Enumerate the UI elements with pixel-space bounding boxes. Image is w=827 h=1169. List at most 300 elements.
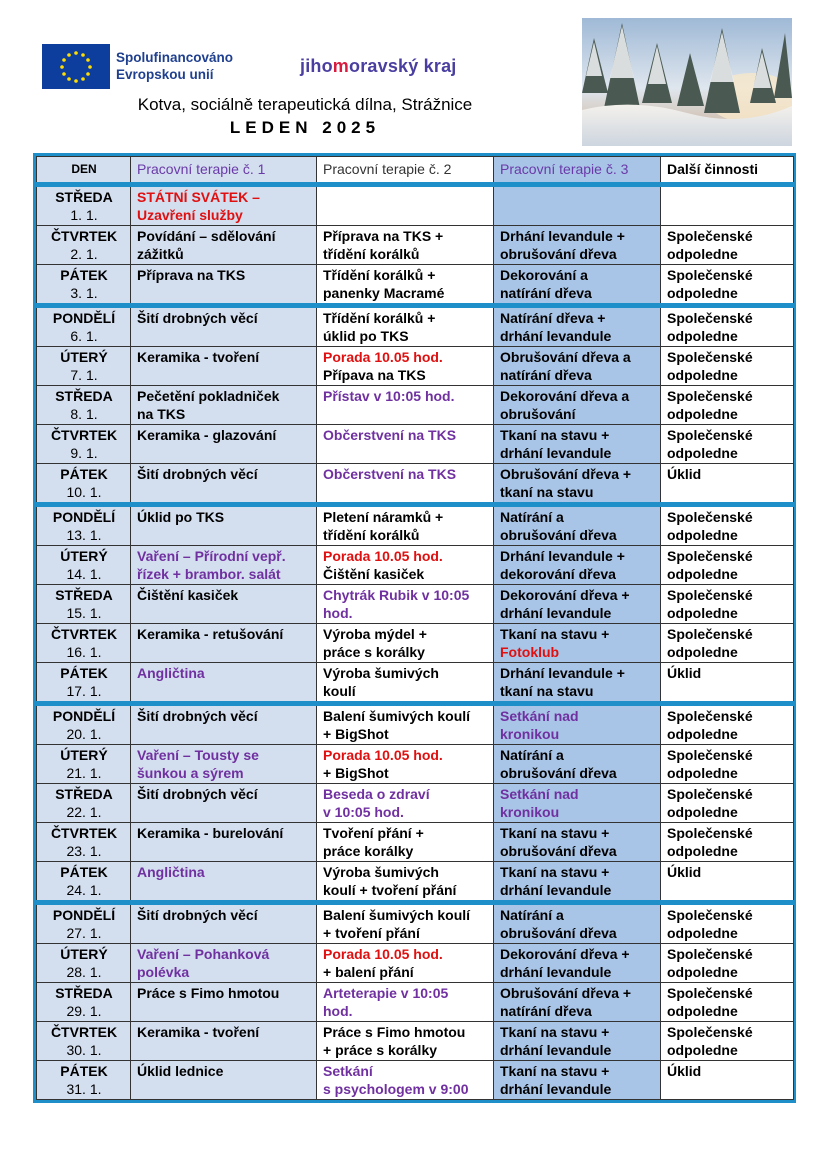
- cell-line: odpoledne: [667, 246, 738, 262]
- therapy-3-cell: [494, 1022, 661, 1061]
- cell-line: + tvoření přání: [323, 925, 420, 941]
- therapy-3-cell: [494, 624, 661, 663]
- other-activities-cell: [661, 862, 794, 903]
- day-cell: [37, 1022, 131, 1061]
- cell-line: Balení šumivých koulí: [323, 907, 471, 923]
- therapy-2-cell: [317, 663, 494, 704]
- cell-line: Dekorování a: [500, 267, 588, 283]
- day-cell: [37, 903, 131, 944]
- cell-line: Keramika - tvoření: [137, 1024, 260, 1040]
- day-date: 29. 1.: [66, 1003, 102, 1019]
- cell-line: koulí + tvoření přání: [323, 882, 457, 898]
- therapy-1-cell: [131, 585, 317, 624]
- cell-line: odpoledne: [667, 566, 738, 582]
- cell-line: Drhání levandule +: [500, 548, 625, 564]
- other-activities-cell: [661, 265, 794, 306]
- other-activities-cell: [661, 306, 794, 347]
- cell-line: koulí: [323, 683, 356, 699]
- day-date: 9. 1.: [70, 445, 98, 461]
- other-activities-cell: [661, 983, 794, 1022]
- column-header-therapy-3: Pracovní terapie č. 3: [494, 157, 661, 185]
- cell-line: Společenské: [667, 388, 753, 404]
- therapy-1-cell: [131, 784, 317, 823]
- cell-line: drhání levandule: [500, 328, 612, 344]
- other-activities-cell: [661, 546, 794, 585]
- therapy-1-cell: [131, 306, 317, 347]
- day-date: 27. 1.: [66, 925, 102, 941]
- cell-line: Čištění kasiček: [323, 566, 425, 582]
- day-name: ČTVRTEK: [50, 228, 118, 244]
- cell-line: Třídění korálků +: [323, 310, 436, 326]
- cell-line: Tkaní na stavu +: [500, 864, 610, 880]
- therapy-1-cell: [131, 704, 317, 745]
- therapy-1-cell: [131, 624, 317, 663]
- cell-line: Příprava na TKS: [137, 267, 246, 283]
- other-activities-cell: [661, 386, 794, 425]
- day-name: STŘEDA: [55, 786, 113, 802]
- day-date: 23. 1.: [66, 843, 102, 859]
- therapy-2-cell: [317, 1022, 494, 1061]
- other-activities-cell: [661, 903, 794, 944]
- cell-line: natírání dřeva: [500, 367, 592, 383]
- therapy-2-cell: [317, 784, 494, 823]
- day-date: 24. 1.: [66, 882, 102, 898]
- table-row: [37, 1061, 794, 1100]
- snowy-trees-photo: [582, 18, 792, 146]
- cell-line: Úklid: [667, 665, 702, 681]
- day-date: 8. 1.: [70, 406, 98, 422]
- cell-line: šunkou a sýrem: [137, 765, 244, 781]
- cell-line: Společenské: [667, 708, 753, 724]
- therapy-3-cell: [494, 784, 661, 823]
- table-row: [37, 585, 794, 624]
- cell-line: Společenské: [667, 825, 753, 841]
- day-cell: [37, 663, 131, 704]
- cell-line: Úklid: [667, 864, 702, 880]
- cell-line: odpoledne: [667, 804, 738, 820]
- table-row: [37, 306, 794, 347]
- therapy-1-cell: [131, 745, 317, 784]
- cell-line: Společenské: [667, 946, 753, 962]
- therapy-2-cell: [317, 704, 494, 745]
- cell-line: Tkaní na stavu +: [500, 1063, 610, 1079]
- day-name: STŘEDA: [55, 985, 113, 1001]
- day-date: 7. 1.: [70, 367, 98, 383]
- cell-line: Společenské: [667, 548, 753, 564]
- therapy-1-cell: [131, 185, 317, 226]
- eu-flag-logo: [42, 44, 110, 89]
- day-cell: [37, 983, 131, 1022]
- cell-line: odpoledne: [667, 605, 738, 621]
- cell-line: polévka: [137, 964, 190, 980]
- month-heading: LEDEN 2025: [229, 118, 381, 137]
- cell-line: drhání levandule: [500, 1081, 612, 1097]
- day-date: 17. 1.: [66, 683, 102, 699]
- table-row: [37, 704, 794, 745]
- cell-line: odpoledne: [667, 445, 738, 461]
- cell-line: Tkaní na stavu +: [500, 825, 610, 841]
- day-date: 2. 1.: [70, 246, 98, 262]
- cell-line: třídění korálků: [323, 246, 420, 262]
- cell-line: drhání levandule: [500, 964, 612, 980]
- day-name: PÁTEK: [60, 466, 108, 482]
- other-activities-cell: [661, 704, 794, 745]
- cell-line: Keramika - tvoření: [137, 349, 260, 365]
- therapy-2-cell: [317, 745, 494, 784]
- therapy-1-cell: [131, 663, 317, 704]
- cell-line: obrušování dřeva: [500, 765, 617, 781]
- cell-line: Keramika - retušování: [137, 626, 284, 642]
- therapy-3-cell: [494, 386, 661, 425]
- eu-stars-icon: [46, 47, 106, 87]
- other-activities-cell: [661, 784, 794, 823]
- therapy-3-cell: [494, 823, 661, 862]
- cell-line: Úklid po TKS: [137, 509, 225, 525]
- table-row: [37, 265, 794, 306]
- day-cell: [37, 185, 131, 226]
- therapy-2-cell: [317, 265, 494, 306]
- day-date: 14. 1.: [66, 566, 102, 582]
- cell-line: Setkání: [323, 1063, 373, 1079]
- cell-line: Společenské: [667, 626, 753, 642]
- therapy-2-cell: [317, 185, 494, 226]
- cell-line: Vaření – Přírodní vepř.: [137, 548, 286, 564]
- day-name: PÁTEK: [60, 864, 108, 880]
- cell-line: odpoledne: [667, 1003, 738, 1019]
- cell-line: Tkaní na stavu +: [500, 427, 610, 443]
- cell-line: Natírání a: [500, 509, 564, 525]
- cell-line: obrušování dřeva: [500, 246, 617, 262]
- day-cell: [37, 546, 131, 585]
- therapy-2-cell: [317, 823, 494, 862]
- day-name: PÁTEK: [60, 267, 108, 283]
- cell-line: kronikou: [500, 726, 560, 742]
- table-header-row: [37, 157, 794, 185]
- day-date: 20. 1.: [66, 726, 102, 742]
- other-activities-cell: [661, 185, 794, 226]
- day-name: ÚTERÝ: [60, 747, 108, 763]
- day-date: 30. 1.: [66, 1042, 102, 1058]
- therapy-2-cell: [317, 585, 494, 624]
- table-row: [37, 425, 794, 464]
- other-activities-cell: [661, 226, 794, 265]
- cell-line: Společenské: [667, 985, 753, 1001]
- cell-line: Občerstvení na TKS: [323, 427, 457, 443]
- therapy-1-cell: [131, 823, 317, 862]
- cell-line: drhání levandule: [500, 1042, 612, 1058]
- column-header-therapy-1: Pracovní terapie č. 1: [131, 157, 317, 185]
- therapy-3-cell: [494, 226, 661, 265]
- day-name: ČTVRTEK: [50, 626, 118, 642]
- therapy-1-cell: [131, 386, 317, 425]
- cell-line: Dekorování dřeva +: [500, 587, 630, 603]
- cell-line: + BigShot: [323, 765, 389, 781]
- therapy-2-cell: [317, 226, 494, 265]
- day-cell: [37, 862, 131, 903]
- day-date: 6. 1.: [70, 328, 98, 344]
- therapy-1-cell: [131, 546, 317, 585]
- region-logo: [300, 56, 457, 77]
- page-title: Kotva, sociálně terapeutická dílna, Strážnice: [137, 95, 473, 114]
- schedule-body: [37, 185, 794, 1100]
- therapy-3-cell: [494, 983, 661, 1022]
- other-activities-cell: [661, 347, 794, 386]
- table-row: [37, 903, 794, 944]
- cell-line: Společenské: [667, 1024, 753, 1040]
- day-date: 3. 1.: [70, 285, 98, 301]
- cell-line: Tkaní na stavu +: [500, 1024, 610, 1040]
- table-row: [37, 983, 794, 1022]
- cell-line: tkaní na stavu: [500, 683, 594, 699]
- cell-line: Příprava na TKS +: [323, 228, 444, 244]
- therapy-3-cell: [494, 1061, 661, 1100]
- cell-line: Třídění korálků +: [323, 267, 436, 283]
- cell-line: Společenské: [667, 907, 753, 923]
- cell-line: Natírání a: [500, 747, 564, 763]
- day-cell: [37, 265, 131, 306]
- day-cell: [37, 624, 131, 663]
- cell-line: Uzavření služby: [137, 207, 243, 223]
- cell-line: Drhání levandule +: [500, 665, 625, 681]
- cell-line: Čištění kasiček: [137, 587, 239, 603]
- therapy-2-cell: [317, 425, 494, 464]
- cell-line: Práce s Fimo hmotou: [137, 985, 280, 1001]
- therapy-3-cell: [494, 745, 661, 784]
- therapy-2-cell: [317, 464, 494, 505]
- cell-line: Společenské: [667, 267, 753, 283]
- other-activities-cell: [661, 585, 794, 624]
- day-name: PONDĚLÍ: [52, 708, 116, 724]
- day-cell: [37, 347, 131, 386]
- cell-line: natírání dřeva: [500, 1003, 592, 1019]
- meeting-note: Porada 10.05 hod.: [323, 349, 443, 365]
- table-row: [37, 624, 794, 663]
- cell-line: Angličtina: [137, 864, 205, 880]
- column-header-day: DEN: [37, 157, 131, 185]
- cell-line: odpoledne: [667, 843, 738, 859]
- table-row: [37, 745, 794, 784]
- therapy-1-cell: [131, 1022, 317, 1061]
- cell-line: Tkaní na stavu +: [500, 626, 610, 642]
- table-row: [37, 944, 794, 983]
- column-header-therapy-2: Pracovní terapie č. 2: [317, 157, 494, 185]
- region-logo-m: m: [332, 56, 350, 76]
- cell-line: Práce s Fimo hmotou: [323, 1024, 466, 1040]
- cell-line: hod.: [323, 1003, 353, 1019]
- cell-line: drhání levandule: [500, 605, 612, 621]
- meeting-note: Porada 10.05 hod.: [323, 946, 443, 962]
- day-date: 10. 1.: [66, 484, 102, 500]
- therapy-1-cell: [131, 265, 317, 306]
- therapy-1-cell: [131, 425, 317, 464]
- other-activities-cell: [661, 1022, 794, 1061]
- cell-line: obrušování dřeva: [500, 925, 617, 941]
- day-cell: [37, 505, 131, 546]
- cell-line: + BigShot: [323, 726, 389, 742]
- therapy-3-cell: [494, 546, 661, 585]
- cell-line: odpoledne: [667, 644, 738, 660]
- cell-line: Pečetění pokladniček: [137, 388, 280, 404]
- day-name: ČTVRTEK: [50, 825, 118, 841]
- day-date: 16. 1.: [66, 644, 102, 660]
- therapy-3-cell: [494, 306, 661, 347]
- cell-line: na TKS: [137, 406, 186, 422]
- day-name: PÁTEK: [60, 665, 108, 681]
- therapy-3-cell: [494, 425, 661, 464]
- cell-line: Úklid: [667, 1063, 702, 1079]
- therapy-3-cell: [494, 663, 661, 704]
- table-row: [37, 1022, 794, 1061]
- day-name: STŘEDA: [55, 189, 113, 205]
- cell-line: Vaření – Pohanková: [137, 946, 270, 962]
- cell-line: Dekorování dřeva a: [500, 388, 630, 404]
- cell-line: Výroba mýdel +: [323, 626, 427, 642]
- cell-line: odpoledne: [667, 1042, 738, 1058]
- cell-line: Společenské: [667, 349, 753, 365]
- table-row: [37, 226, 794, 265]
- day-cell: [37, 823, 131, 862]
- day-name: ÚTERÝ: [60, 946, 108, 962]
- cell-line: úklid po TKS: [323, 328, 409, 344]
- cell-line: zážitků: [137, 246, 184, 262]
- cell-line: Šití drobných věcí: [137, 310, 258, 326]
- day-name: PÁTEK: [60, 1063, 108, 1079]
- other-activities-cell: [661, 944, 794, 983]
- table-row: [37, 347, 794, 386]
- cell-line: odpoledne: [667, 406, 738, 422]
- cell-line: Společenské: [667, 786, 753, 802]
- cell-line: třídění korálků: [323, 527, 420, 543]
- therapy-1-cell: [131, 505, 317, 546]
- cell-line: Společenské: [667, 427, 753, 443]
- therapy-1-cell: [131, 464, 317, 505]
- cell-line: Pletení náramků +: [323, 509, 444, 525]
- other-activities-cell: [661, 1061, 794, 1100]
- therapy-3-cell: [494, 903, 661, 944]
- cell-line: dekorování dřeva: [500, 566, 616, 582]
- table-row: [37, 784, 794, 823]
- day-name: PONDĚLÍ: [52, 310, 116, 326]
- day-cell: [37, 386, 131, 425]
- cell-line: Společenské: [667, 310, 753, 326]
- table-row: [37, 464, 794, 505]
- table-row: [37, 663, 794, 704]
- therapy-3-cell: [494, 505, 661, 546]
- therapy-3-cell: [494, 585, 661, 624]
- cell-line: Beseda o zdraví: [323, 786, 430, 802]
- cell-line: Společenské: [667, 509, 753, 525]
- day-date: 15. 1.: [66, 605, 102, 621]
- day-name: ČTVRTEK: [50, 1024, 118, 1040]
- therapy-2-cell: [317, 983, 494, 1022]
- day-name: ÚTERÝ: [60, 548, 108, 564]
- therapy-2-cell: [317, 903, 494, 944]
- therapy-2-cell: [317, 546, 494, 585]
- cell-line: práce s korálky: [323, 644, 425, 660]
- day-date: 31. 1.: [66, 1081, 102, 1097]
- cell-line: odpoledne: [667, 285, 738, 301]
- table-row: [37, 386, 794, 425]
- cell-line: Drhání levandule +: [500, 228, 625, 244]
- therapy-3-cell: [494, 704, 661, 745]
- cell-line: odpoledne: [667, 328, 738, 344]
- cell-line: drhání levandule: [500, 445, 612, 461]
- cell-line: Přístav v 10:05 hod.: [323, 388, 455, 404]
- table-row: [37, 185, 794, 226]
- day-cell: [37, 226, 131, 265]
- cell-line: natírání dřeva: [500, 285, 592, 301]
- other-activities-cell: [661, 505, 794, 546]
- day-cell: [37, 704, 131, 745]
- therapy-1-cell: [131, 983, 317, 1022]
- cell-line: Arteterapie v 10:05: [323, 985, 449, 1001]
- cell-line: + balení přání: [323, 964, 414, 980]
- cell-line: Setkání nad: [500, 708, 579, 724]
- schedule-table-frame: [33, 153, 796, 1103]
- cell-line: Natírání a: [500, 907, 564, 923]
- meeting-note: Porada 10.05 hod.: [323, 747, 443, 763]
- therapy-2-cell: [317, 944, 494, 983]
- cell-line: Úklid: [667, 466, 702, 482]
- day-name: STŘEDA: [55, 388, 113, 404]
- region-logo-part1: jiho: [300, 56, 333, 76]
- other-activities-cell: [661, 823, 794, 862]
- cell-line: obrušování: [500, 406, 576, 422]
- cell-line: Společenské: [667, 587, 753, 603]
- therapy-1-cell: [131, 226, 317, 265]
- day-cell: [37, 425, 131, 464]
- table-row: [37, 862, 794, 903]
- cell-line: drhání levandule: [500, 882, 612, 898]
- cell-line: Úklid lednice: [137, 1063, 224, 1079]
- cell-line: tkaní na stavu: [500, 484, 594, 500]
- cell-line: Dekorování dřeva +: [500, 946, 630, 962]
- day-cell: [37, 464, 131, 505]
- cell-line: odpoledne: [667, 925, 738, 941]
- eu-text-line2: Evropskou unií: [116, 67, 214, 82]
- day-name: ČTVRTEK: [50, 427, 118, 443]
- day-date: 28. 1.: [66, 964, 102, 980]
- therapy-1-cell: [131, 903, 317, 944]
- meeting-note: Porada 10.05 hod.: [323, 548, 443, 564]
- other-activities-cell: [661, 464, 794, 505]
- day-date: 21. 1.: [66, 765, 102, 781]
- cell-line: Vaření – Tousty se: [137, 747, 259, 763]
- day-name: PONDĚLÍ: [52, 907, 116, 923]
- event-note: Fotoklub: [500, 644, 560, 660]
- therapy-3-cell: [494, 265, 661, 306]
- cell-line: hod.: [323, 605, 353, 621]
- cell-line: Výroba šumivých: [323, 665, 439, 681]
- cell-line: Šití drobných věcí: [137, 907, 258, 923]
- other-activities-cell: [661, 425, 794, 464]
- cell-line: Společenské: [667, 747, 753, 763]
- table-row: [37, 505, 794, 546]
- therapy-3-cell: [494, 347, 661, 386]
- therapy-2-cell: [317, 386, 494, 425]
- cell-line: panenky Macramé: [323, 285, 445, 301]
- region-logo-part2: oravský kraj: [349, 56, 457, 76]
- cell-line: Balení šumivých koulí: [323, 708, 471, 724]
- therapy-3-cell: [494, 185, 661, 226]
- cell-line: obrušování dřeva: [500, 843, 617, 859]
- day-cell: [37, 944, 131, 983]
- cell-line: odpoledne: [667, 765, 738, 781]
- day-cell: [37, 306, 131, 347]
- cell-line: Angličtina: [137, 665, 205, 681]
- day-cell: [37, 784, 131, 823]
- schedule-table: [36, 156, 794, 1100]
